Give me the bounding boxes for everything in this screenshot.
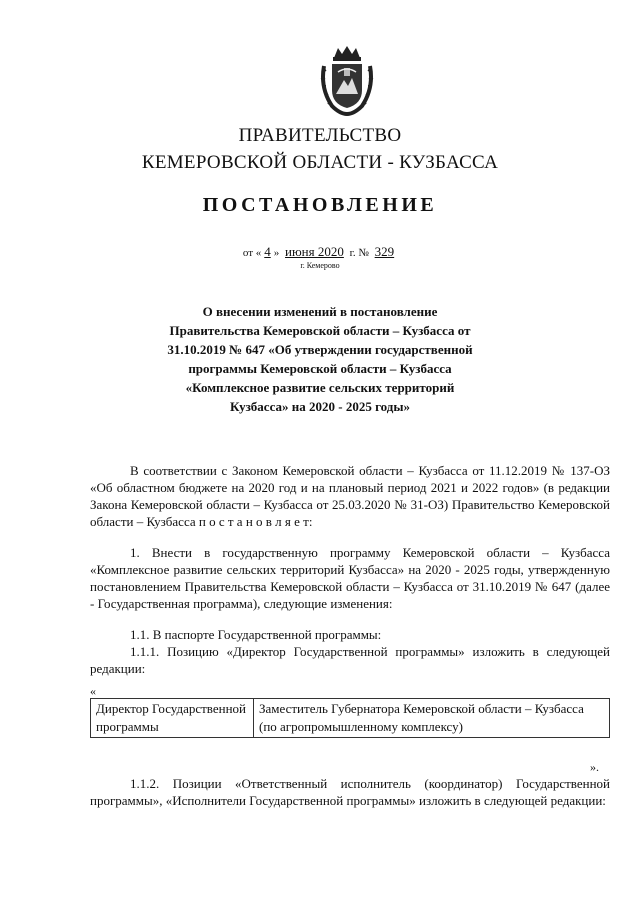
coat-of-arms-icon bbox=[318, 44, 376, 116]
government-name-line2: КЕМЕРОВСКОЙ ОБЛАСТИ - КУЗБАССА bbox=[141, 152, 499, 173]
document-type-title: ПОСТАНОВЛЕНИЕ bbox=[202, 194, 438, 216]
date-suffix: г. № bbox=[349, 247, 369, 259]
paragraph-item-1: 1. Внести в государственную программу Кемеровской области – Кузбасса «Комплексное развитие сельских территорий Кузбасса» на 2020 - 2025 годы, утвержденную постановлением Правительства Кемеровской области – Кузбасса от 31.10.2019 № 647 (далее - Государственная программа), следующие изменения: bbox=[90, 545, 610, 611]
title-line: программы Кемеровской области – Кузбасса bbox=[188, 361, 452, 376]
title-line: Правительства Кемеровской области – Кузбасса от bbox=[169, 323, 471, 338]
paragraph-item-1-1-1: 1.1.1. Позицию «Директор Государственной программы» изложить в следующей редакции: bbox=[90, 644, 610, 676]
date-number-line bbox=[0, 244, 640, 260]
quote-close-mark: ». bbox=[590, 760, 599, 774]
date-prefix: от « bbox=[242, 247, 262, 259]
paragraph-item-1-1: 1.1. В паспорте Государственной программы: bbox=[130, 627, 382, 642]
program-director-table bbox=[90, 698, 610, 738]
table-cell-position: Директор Государственной программы bbox=[91, 699, 254, 738]
city-label: г. Кемерово bbox=[300, 261, 340, 270]
document-subject-title bbox=[100, 302, 540, 416]
title-line: 31.10.2019 № 647 «Об утверждении государственной bbox=[167, 342, 473, 357]
date-day: 4 bbox=[264, 244, 271, 259]
date-month-year: июня 2020 bbox=[285, 244, 344, 259]
paragraph-preamble: В соответствии с Законом Кемеровской области – Кузбасса от 11.12.2019 № 137-ОЗ «Об областном бюджете на 2020 год и на плановый период 2021 и 2022 годов» (в редакции Закона Кемеровской области – Кузбасса от 25.03.2020 № 31-ОЗ) Правительство Кемеровской области – Кузбасса п о с т а н о в л я е т: bbox=[90, 463, 610, 529]
quote-open-mark: « bbox=[90, 684, 96, 698]
table-cell-value: Заместитель Губернатора Кемеровской области – Кузбасса (по агропромышленному комплексу) bbox=[254, 699, 610, 738]
document-number: 329 bbox=[374, 244, 395, 259]
government-name-line1: ПРАВИТЕЛЬСТВО bbox=[238, 125, 402, 146]
title-line: «Комплексное развитие сельских территорий bbox=[185, 380, 455, 395]
table-row bbox=[91, 699, 610, 738]
date-mid: » bbox=[273, 247, 280, 259]
paragraph-item-1-1-2: 1.1.2. Позиции «Ответственный исполнитель (координатор) Государственной программы», «Исполнители Государственной программы» изложить в следующей редакции: bbox=[90, 776, 610, 808]
title-line: О внесении изменений в постановление bbox=[202, 304, 438, 319]
title-line: Кузбасса» на 2020 - 2025 годы» bbox=[229, 399, 411, 414]
